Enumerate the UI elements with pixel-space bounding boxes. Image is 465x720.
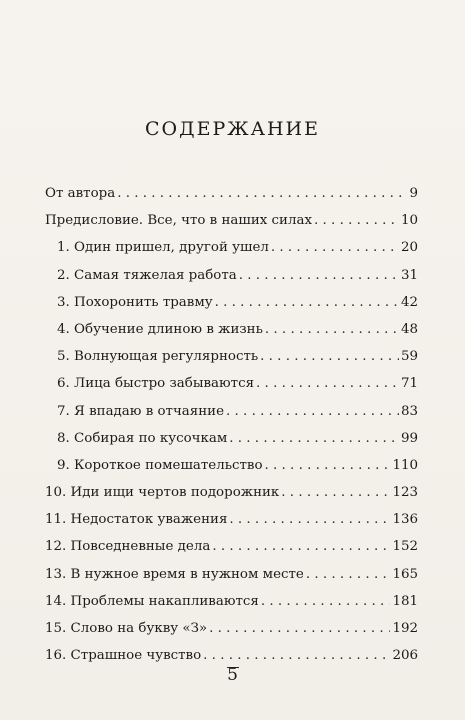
toc-entry-page: 152 (392, 539, 418, 555)
toc-leader-dots (229, 425, 399, 452)
toc-leader-dots (271, 234, 399, 261)
toc-entry-title: От автора (45, 186, 116, 201)
toc-leader-dots (281, 479, 390, 506)
toc-entry-page: 20 (400, 240, 418, 256)
toc-leader-dots (239, 262, 399, 289)
toc-entry (45, 316, 418, 343)
toc-leader-dots (261, 588, 391, 615)
page-number: 5 (227, 665, 238, 685)
toc-leader-dots (306, 561, 391, 588)
toc-entry-page: 123 (392, 485, 418, 501)
toc-entry (45, 425, 418, 452)
toc-entry-title: 2. Самая тяжелая работа (57, 267, 237, 283)
toc-entry-title: 7. Я впадаю в отчаяние (57, 403, 225, 419)
toc-entry (45, 452, 418, 479)
toc-entry-title: 4. Обучение длиною в жизнь (57, 321, 263, 337)
toc-entry (45, 262, 418, 289)
page-title: СОДЕРЖАНИЕ (145, 118, 320, 140)
toc-entry (45, 234, 418, 261)
toc-entry-page: 10 (400, 213, 418, 229)
toc-leader-dots (229, 506, 390, 533)
table-of-contents (45, 180, 418, 669)
toc-entry-page: 42 (400, 294, 418, 310)
toc-entry-title: 6. Лица быстро забываются (57, 376, 255, 392)
toc-entry-title: 11. Недостаток уважения (45, 512, 228, 528)
toc-entry-title: Предисловие. Все, что в наших силах (45, 213, 313, 229)
toc-entry (45, 561, 418, 588)
toc-entry-page: 136 (392, 512, 418, 528)
toc-leader-dots (226, 398, 399, 425)
toc-entry (45, 180, 418, 207)
toc-entry-page: 110 (392, 457, 418, 473)
toc-entry-title: 5. Волнующая регулярность (57, 349, 259, 365)
toc-leader-dots (265, 316, 399, 343)
toc-entry (45, 370, 418, 397)
toc-leader-dots (212, 533, 390, 560)
toc-entry-page: 9 (409, 186, 418, 201)
toc-entry-page: 165 (392, 566, 418, 582)
toc-entry-title: 8. Собирая по кусочкам (57, 430, 228, 446)
toc-leader-dots (209, 615, 390, 642)
toc-entry-page: 192 (392, 621, 418, 636)
toc-entry-page: 181 (392, 593, 418, 609)
toc-entry (45, 588, 418, 615)
toc-entry-page: 31 (400, 267, 418, 283)
toc-entry (45, 207, 418, 234)
toc-leader-dots (260, 343, 399, 370)
toc-entry (45, 398, 418, 425)
toc-entry (45, 289, 418, 316)
toc-entry-title: 13. В нужное время в нужном месте (45, 566, 304, 582)
toc-leader-dots (256, 370, 399, 397)
toc-leader-dots (117, 180, 407, 207)
toc-entry (45, 343, 418, 370)
toc-entry-page: 48 (400, 321, 418, 337)
toc-entry-page: 71 (400, 376, 418, 392)
toc-entry (45, 506, 418, 533)
toc-entry-title: 14. Проблемы накапливаются (45, 593, 259, 609)
toc-entry (45, 479, 418, 506)
toc-entry (45, 615, 418, 642)
toc-entry-title: 10. Иди ищи чертов подорожник (45, 485, 280, 501)
toc-entry-title: 16. Страшное чувство (45, 648, 202, 664)
toc-entry-title: 1. Один пришел, другой ушел (57, 240, 269, 256)
toc-entry-title: 3. Похоронить травму (57, 294, 213, 310)
toc-entry-title: 15. Слово на букву «З» (45, 621, 208, 636)
toc-entry-title: 9. Короткое помешательство (57, 457, 263, 473)
toc-entry-page: 99 (400, 430, 418, 446)
toc-leader-dots (215, 289, 399, 316)
toc-leader-dots (265, 452, 391, 479)
toc-entry-page: 59 (400, 349, 418, 365)
toc-leader-dots (314, 207, 399, 234)
toc-entry-title: 12. Повседневные дела (45, 539, 211, 555)
toc-entry-page: 83 (400, 403, 418, 419)
toc-entry-page: 206 (392, 648, 418, 664)
toc-entry (45, 533, 418, 560)
